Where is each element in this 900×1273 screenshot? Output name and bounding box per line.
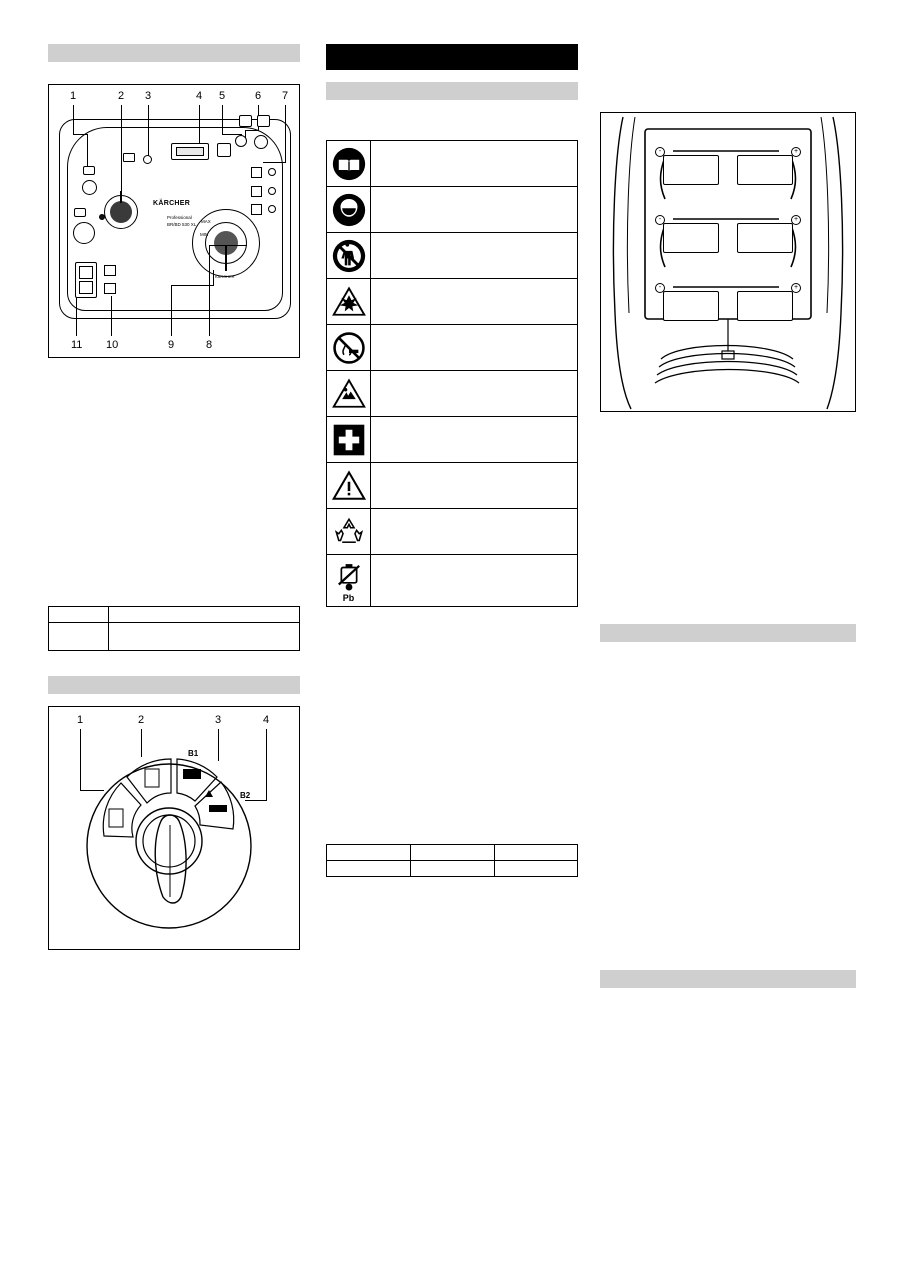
- recycling-icon: [327, 509, 371, 555]
- speed-knob-cap[interactable]: [110, 201, 132, 223]
- table-row: [327, 861, 578, 877]
- spec-cell: [495, 845, 578, 861]
- battery-cell: [663, 155, 719, 185]
- symbol-text: [371, 233, 578, 279]
- left-heading-band-2: [48, 676, 300, 694]
- button-info[interactable]: [217, 143, 231, 157]
- icon-battery-symbol: [123, 153, 135, 162]
- spec-cell: [495, 861, 578, 877]
- callout-10: 10: [106, 339, 119, 351]
- table-row: [327, 233, 578, 279]
- battery-terminal-positive: +: [791, 215, 801, 225]
- table-cell-value: [109, 623, 300, 651]
- table-row: [327, 845, 578, 861]
- brand-sub-line-1: Professional: [167, 215, 192, 220]
- symbol-text: [371, 417, 578, 463]
- brand-logo: KÄRCHER: [153, 200, 191, 207]
- first-aid-icon: [327, 417, 371, 463]
- symbol-text: [371, 555, 578, 607]
- callout-2: 2: [118, 90, 125, 102]
- knob-label-max: MAX: [201, 219, 211, 224]
- spec-cell: [411, 861, 495, 877]
- safety-symbols-table: [326, 140, 578, 607]
- callout-6: 6: [255, 90, 262, 102]
- table-row: [327, 555, 578, 607]
- table-cell-label: [49, 607, 109, 623]
- icon-water-fill: [239, 115, 252, 127]
- selector-callout-4: 4: [263, 714, 270, 726]
- battery-terminal-positive: +: [791, 147, 801, 157]
- battery-cell: [663, 223, 719, 253]
- indicator-led-3: [143, 155, 152, 164]
- open-book-icon: [327, 141, 371, 187]
- callout-5: 5: [219, 90, 226, 102]
- button-suction[interactable]: [82, 180, 97, 195]
- speed-knob-pointer: [120, 191, 122, 203]
- sector-label-b1: B1: [188, 749, 199, 758]
- table-row: [327, 141, 578, 187]
- symbol-text: [371, 325, 578, 371]
- button-horn[interactable]: [235, 135, 247, 147]
- sector-label-b2: B2: [240, 791, 251, 800]
- table-row: [327, 325, 578, 371]
- table-row: [49, 623, 300, 651]
- battery-lead-label: Pb: [342, 593, 355, 603]
- spec-cell: [327, 861, 411, 877]
- no-pedestrians-icon: [327, 233, 371, 279]
- indicator-led-7a: [268, 168, 276, 176]
- battery-terminal-negative: -: [655, 215, 665, 225]
- table-row: [327, 187, 578, 233]
- icon-warning-small: [251, 204, 262, 215]
- table-row: [49, 607, 300, 623]
- indicator-led-7c: [268, 205, 276, 213]
- display-screen-inner: [176, 147, 204, 156]
- battery-cell: [737, 291, 793, 321]
- symbol-text: [371, 371, 578, 417]
- battery-terminal-negative: -: [655, 147, 665, 157]
- button-brush[interactable]: [73, 222, 95, 244]
- knob-label-min: MIN: [200, 232, 209, 237]
- callout-11: 11: [71, 339, 83, 351]
- icon-manual: [251, 167, 262, 178]
- icon-cleaning-mode: [104, 283, 116, 294]
- button-key-lock[interactable]: [254, 135, 268, 149]
- table-row: [327, 371, 578, 417]
- program-selector-pointer: [225, 245, 227, 271]
- symbol-text: [371, 509, 578, 555]
- spec-cell: [327, 845, 411, 861]
- corrosive-hazard-icon: [327, 371, 371, 417]
- selector-callout-3: 3: [215, 714, 222, 726]
- table-row: [327, 463, 578, 509]
- callout-7: 7: [282, 90, 289, 102]
- symbol-text: [371, 463, 578, 509]
- battery-wiring-figure: [600, 112, 856, 412]
- battery-cell: [737, 155, 793, 185]
- battery-machine-outline: [601, 113, 855, 411]
- symbol-text: [371, 187, 578, 233]
- explosion-hazard-icon: [327, 279, 371, 325]
- selector-callout-1: 1: [77, 714, 84, 726]
- indicator-led-7b: [268, 187, 276, 195]
- no-fire-no-smoking-icon: [327, 325, 371, 371]
- table-row: [327, 417, 578, 463]
- rocker-switch-bottom[interactable]: [79, 281, 93, 294]
- callout-4: 4: [196, 90, 203, 102]
- middle-title-band: [326, 44, 578, 70]
- program-selector-figure: [48, 706, 300, 950]
- battery-terminal-negative: -: [655, 283, 665, 293]
- table-cell-label: [49, 623, 109, 651]
- specification-table: [326, 844, 578, 877]
- battery-terminal-positive: +: [791, 283, 801, 293]
- knob-brand-label: KÄRCHER: [215, 274, 235, 279]
- icon-transport-mode: [104, 265, 116, 276]
- general-warning-icon: [327, 463, 371, 509]
- control-panel-figure: [48, 84, 300, 358]
- callout-3: 3: [145, 90, 152, 102]
- selector-dial-graphic: [49, 721, 299, 951]
- face-shield-icon: [327, 187, 371, 233]
- icon-brush-symbol: [74, 208, 86, 217]
- right-heading-band-1: [600, 624, 856, 642]
- selector-callout-2: 2: [138, 714, 145, 726]
- spec-cell: [411, 845, 495, 861]
- left-two-row-table: [48, 606, 300, 651]
- icon-detergent: [257, 115, 270, 127]
- icon-suction-symbol: [83, 166, 95, 175]
- rocker-switch-top[interactable]: [79, 266, 93, 279]
- callout-9: 9: [168, 339, 175, 351]
- symbol-text: [371, 279, 578, 325]
- table-row: [327, 279, 578, 325]
- battery-cell: [663, 291, 719, 321]
- left-heading-band-1: [48, 44, 300, 62]
- callout-8: 8: [206, 339, 213, 351]
- icon-service: [251, 186, 262, 197]
- right-heading-band-2: [600, 970, 856, 988]
- middle-subtitle-band: [326, 82, 578, 100]
- no-household-waste-battery-icon: [327, 555, 371, 607]
- brand-sub-line-2: BR/BD 530 XL: [167, 222, 197, 227]
- table-row: [327, 509, 578, 555]
- battery-cell: [737, 223, 793, 253]
- table-cell-value: [109, 607, 300, 623]
- callout-1: 1: [70, 90, 77, 102]
- symbol-text: [371, 141, 578, 187]
